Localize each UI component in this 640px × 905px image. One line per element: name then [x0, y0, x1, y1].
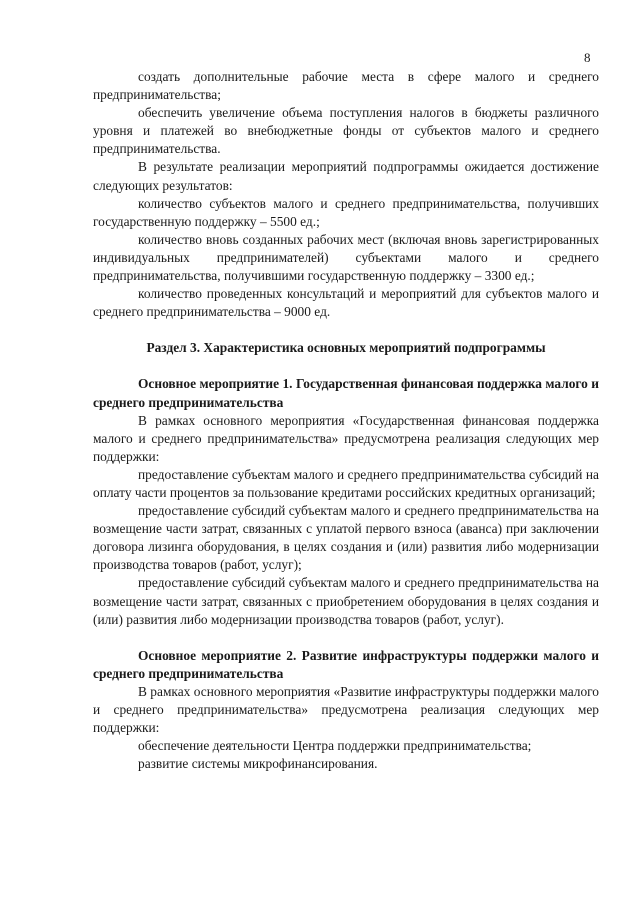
paragraph: В рамках основного мероприятия «Развитие инфраструктуры поддержки малого и среднего предпринимательства» предусмотрена реализация следующих мер поддержки:: [93, 683, 599, 736]
paragraph: В рамках основного мероприятия «Государственная финансовая поддержка малого и среднего предпринимательства» предусмотрена реализация следующих мер поддержки:: [93, 412, 599, 464]
paragraph: создать дополнительные рабочие места в сфере малого и среднего предпринимательства;: [93, 69, 599, 103]
paragraph: В результате реализации мероприятий подпрограммы ожидается достижение следующих результатов:: [93, 159, 599, 193]
paragraph: предоставление субсидий субъектам малого и среднего предпринимательства на возмещение части затрат, связанных с уплатой первого взноса (аванса) при заключении договора лизинга оборудования, в целях создания и (или) развития либо модернизации производства товаров (работ, услуг);: [93, 503, 599, 573]
paragraph: количество проведенных консультаций и мероприятий для субъектов малого и среднего предпринимательства – 9000 ед.: [93, 286, 599, 320]
paragraph: обеспечение деятельности Центра поддержки предпринимательства;: [138, 738, 532, 754]
paragraph: предоставление субъектам малого и среднего предпринимательства субсидий на оплату части процентов за пользование кредитами российских кредитных организаций;: [93, 466, 599, 500]
paragraph: предоставление субсидий субъектам малого и среднего предпринимательства на возмещение части затрат, связанных с приобретением оборудования в целях создания и (или) развития либо модернизации производства товаров (работ, услуг).: [93, 575, 599, 627]
paragraph: развитие системы микрофинансирования.: [138, 756, 378, 772]
page-number: 8: [584, 50, 591, 65]
measure-1-heading: Основное мероприятие 1. Государственная финансовая поддержка малого и среднего предпринимательства: [93, 376, 599, 410]
document-body: [93, 68, 599, 773]
section-heading: Раздел 3. Характеристика основных мероприятий подпрограммы: [146, 340, 546, 356]
paragraph: количество субъектов малого и среднего предпринимательства, получивших государственную поддержку – 5500 ед.;: [93, 195, 599, 229]
paragraph: количество вновь созданных рабочих мест (включая вновь зарегистрированных индивидуальных предпринимателей) субъектами малого и среднего предпринимательства, получившими государственную поддержку – 3300 ед.;: [93, 231, 599, 284]
measure-2-heading: Основное мероприятие 2. Развитие инфраструктуры поддержки малого и среднего предпринимательства: [93, 647, 599, 681]
paragraph: обеспечить увеличение объема поступления налогов в бюджеты различного уровня и платежей во внебюджетные фонды от субъектов малого и среднего предпринимательства.: [93, 105, 599, 157]
